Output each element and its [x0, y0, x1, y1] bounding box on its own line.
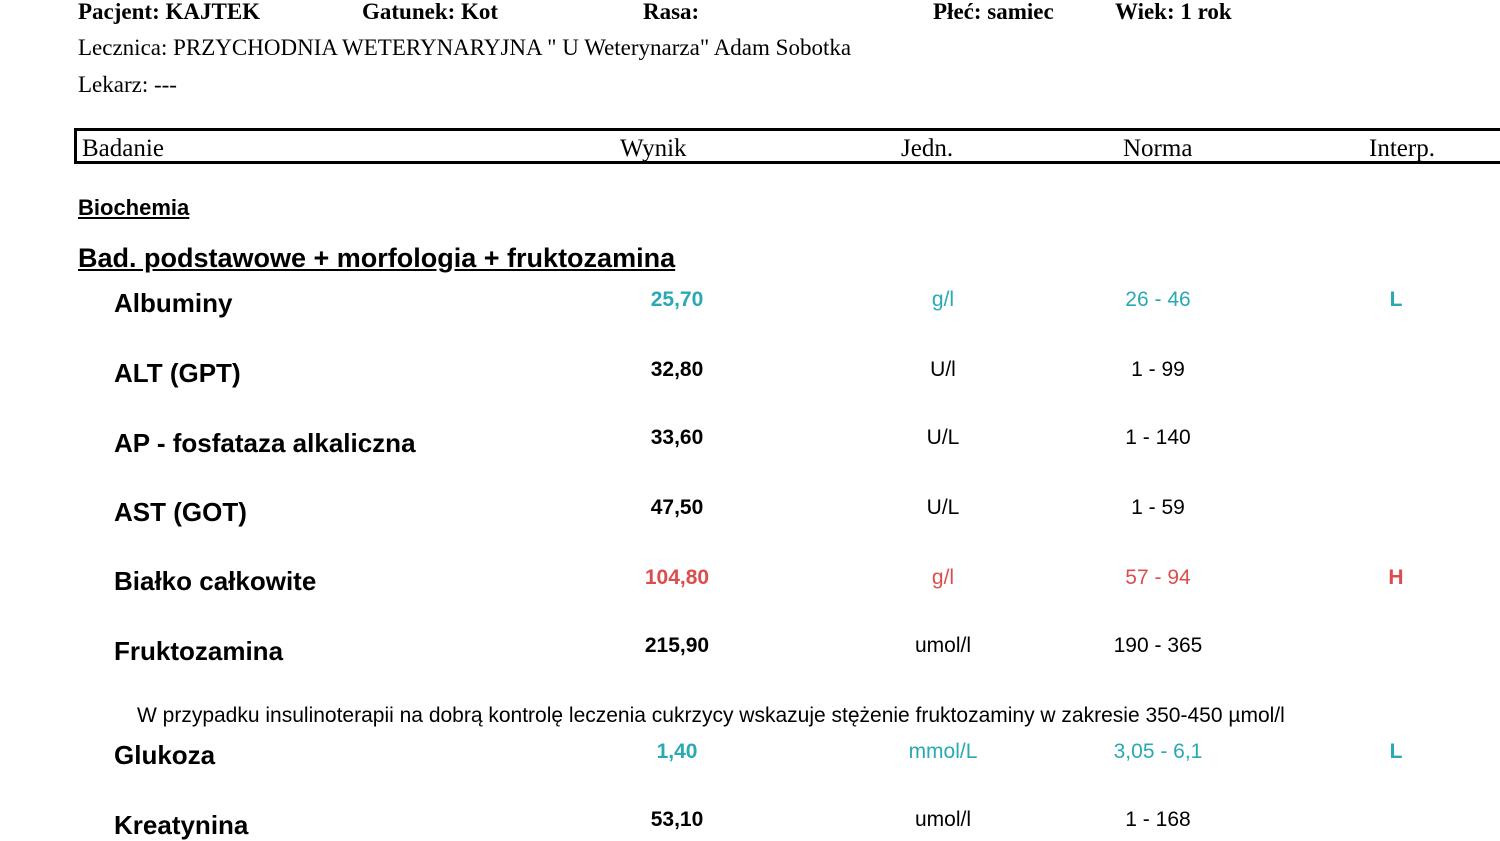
- reference-range: 1 - 99: [1131, 358, 1185, 381]
- patient-name: Pacjent: KAJTEK: [78, 0, 261, 24]
- col-test: Badanie: [82, 135, 164, 162]
- test-name: AST (GOT): [114, 497, 247, 527]
- test-name: Fruktozamina: [114, 636, 284, 666]
- interpretation-flag: L: [1389, 740, 1403, 763]
- interpretation-flag: H: [1388, 566, 1404, 589]
- reference-range: 1 - 140: [1125, 426, 1191, 449]
- col-interp: Interp.: [1369, 135, 1435, 162]
- patient-species: Gatunek: Kot: [362, 0, 499, 24]
- test-name: ALT (GPT): [114, 358, 241, 388]
- fructosamine-note: W przypadku insulinoterapii na dobrą kontrolę leczenia cukrzycy wskazuje stężenie fruktozaminy w zakresie 350-450 µmol/l: [137, 704, 1285, 727]
- result-value: 32,80: [650, 358, 704, 381]
- test-name: Albuminy: [114, 288, 233, 318]
- test-name: Kreatynina: [114, 810, 249, 840]
- clinic-line: Lecznica: PRZYCHODNIA WETERYNARYJNA " U Weterynarza" Adam Sobotka: [78, 35, 852, 60]
- result-unit: umol/l: [914, 808, 972, 831]
- result-value: 47,50: [650, 496, 704, 519]
- reference-range: 1 - 59: [1131, 496, 1185, 519]
- patient-breed: Rasa:: [643, 0, 700, 24]
- result-unit: umol/l: [914, 634, 972, 657]
- reference-range: 3,05 - 6,1: [1113, 740, 1203, 763]
- test-name: Glukoza: [114, 740, 216, 770]
- col-result: Wynik: [620, 135, 687, 162]
- col-norm: Norma: [1123, 135, 1193, 162]
- result-unit: U/L: [926, 496, 960, 519]
- result-value: 53,10: [650, 808, 704, 831]
- result-value: 25,70: [650, 288, 704, 311]
- patient-age: Wiek: 1 rok: [1115, 0, 1232, 24]
- doctor-line: Lekarz: ---: [78, 72, 177, 97]
- reference-range: 57 - 94: [1125, 566, 1191, 589]
- reference-range: 1 - 168: [1125, 808, 1191, 831]
- reference-range: 190 - 365: [1113, 634, 1203, 657]
- result-unit: U/l: [930, 358, 956, 381]
- interpretation-flag: L: [1389, 288, 1403, 311]
- panel-heading: Bad. podstawowe + morfologia + fruktozamina: [78, 243, 676, 273]
- result-unit: mmol/L: [908, 740, 978, 763]
- result-value: 1,40: [656, 740, 698, 763]
- col-unit: Jedn.: [901, 135, 954, 162]
- patient-sex: Płeć: samiec: [933, 0, 1054, 24]
- test-name: Białko całkowite: [114, 566, 317, 596]
- test-name: AP - fosfataza alkaliczna: [114, 428, 416, 458]
- result-value: 104,80: [644, 566, 710, 589]
- result-value: 215,90: [644, 634, 710, 657]
- reference-range: 26 - 46: [1125, 288, 1191, 311]
- section-heading: Biochemia: [78, 195, 190, 220]
- result-unit: g/l: [931, 288, 955, 311]
- result-value: 33,60: [650, 426, 704, 449]
- result-unit: g/l: [931, 566, 955, 589]
- column-header-row: [74, 128, 1500, 164]
- result-unit: U/L: [926, 426, 960, 449]
